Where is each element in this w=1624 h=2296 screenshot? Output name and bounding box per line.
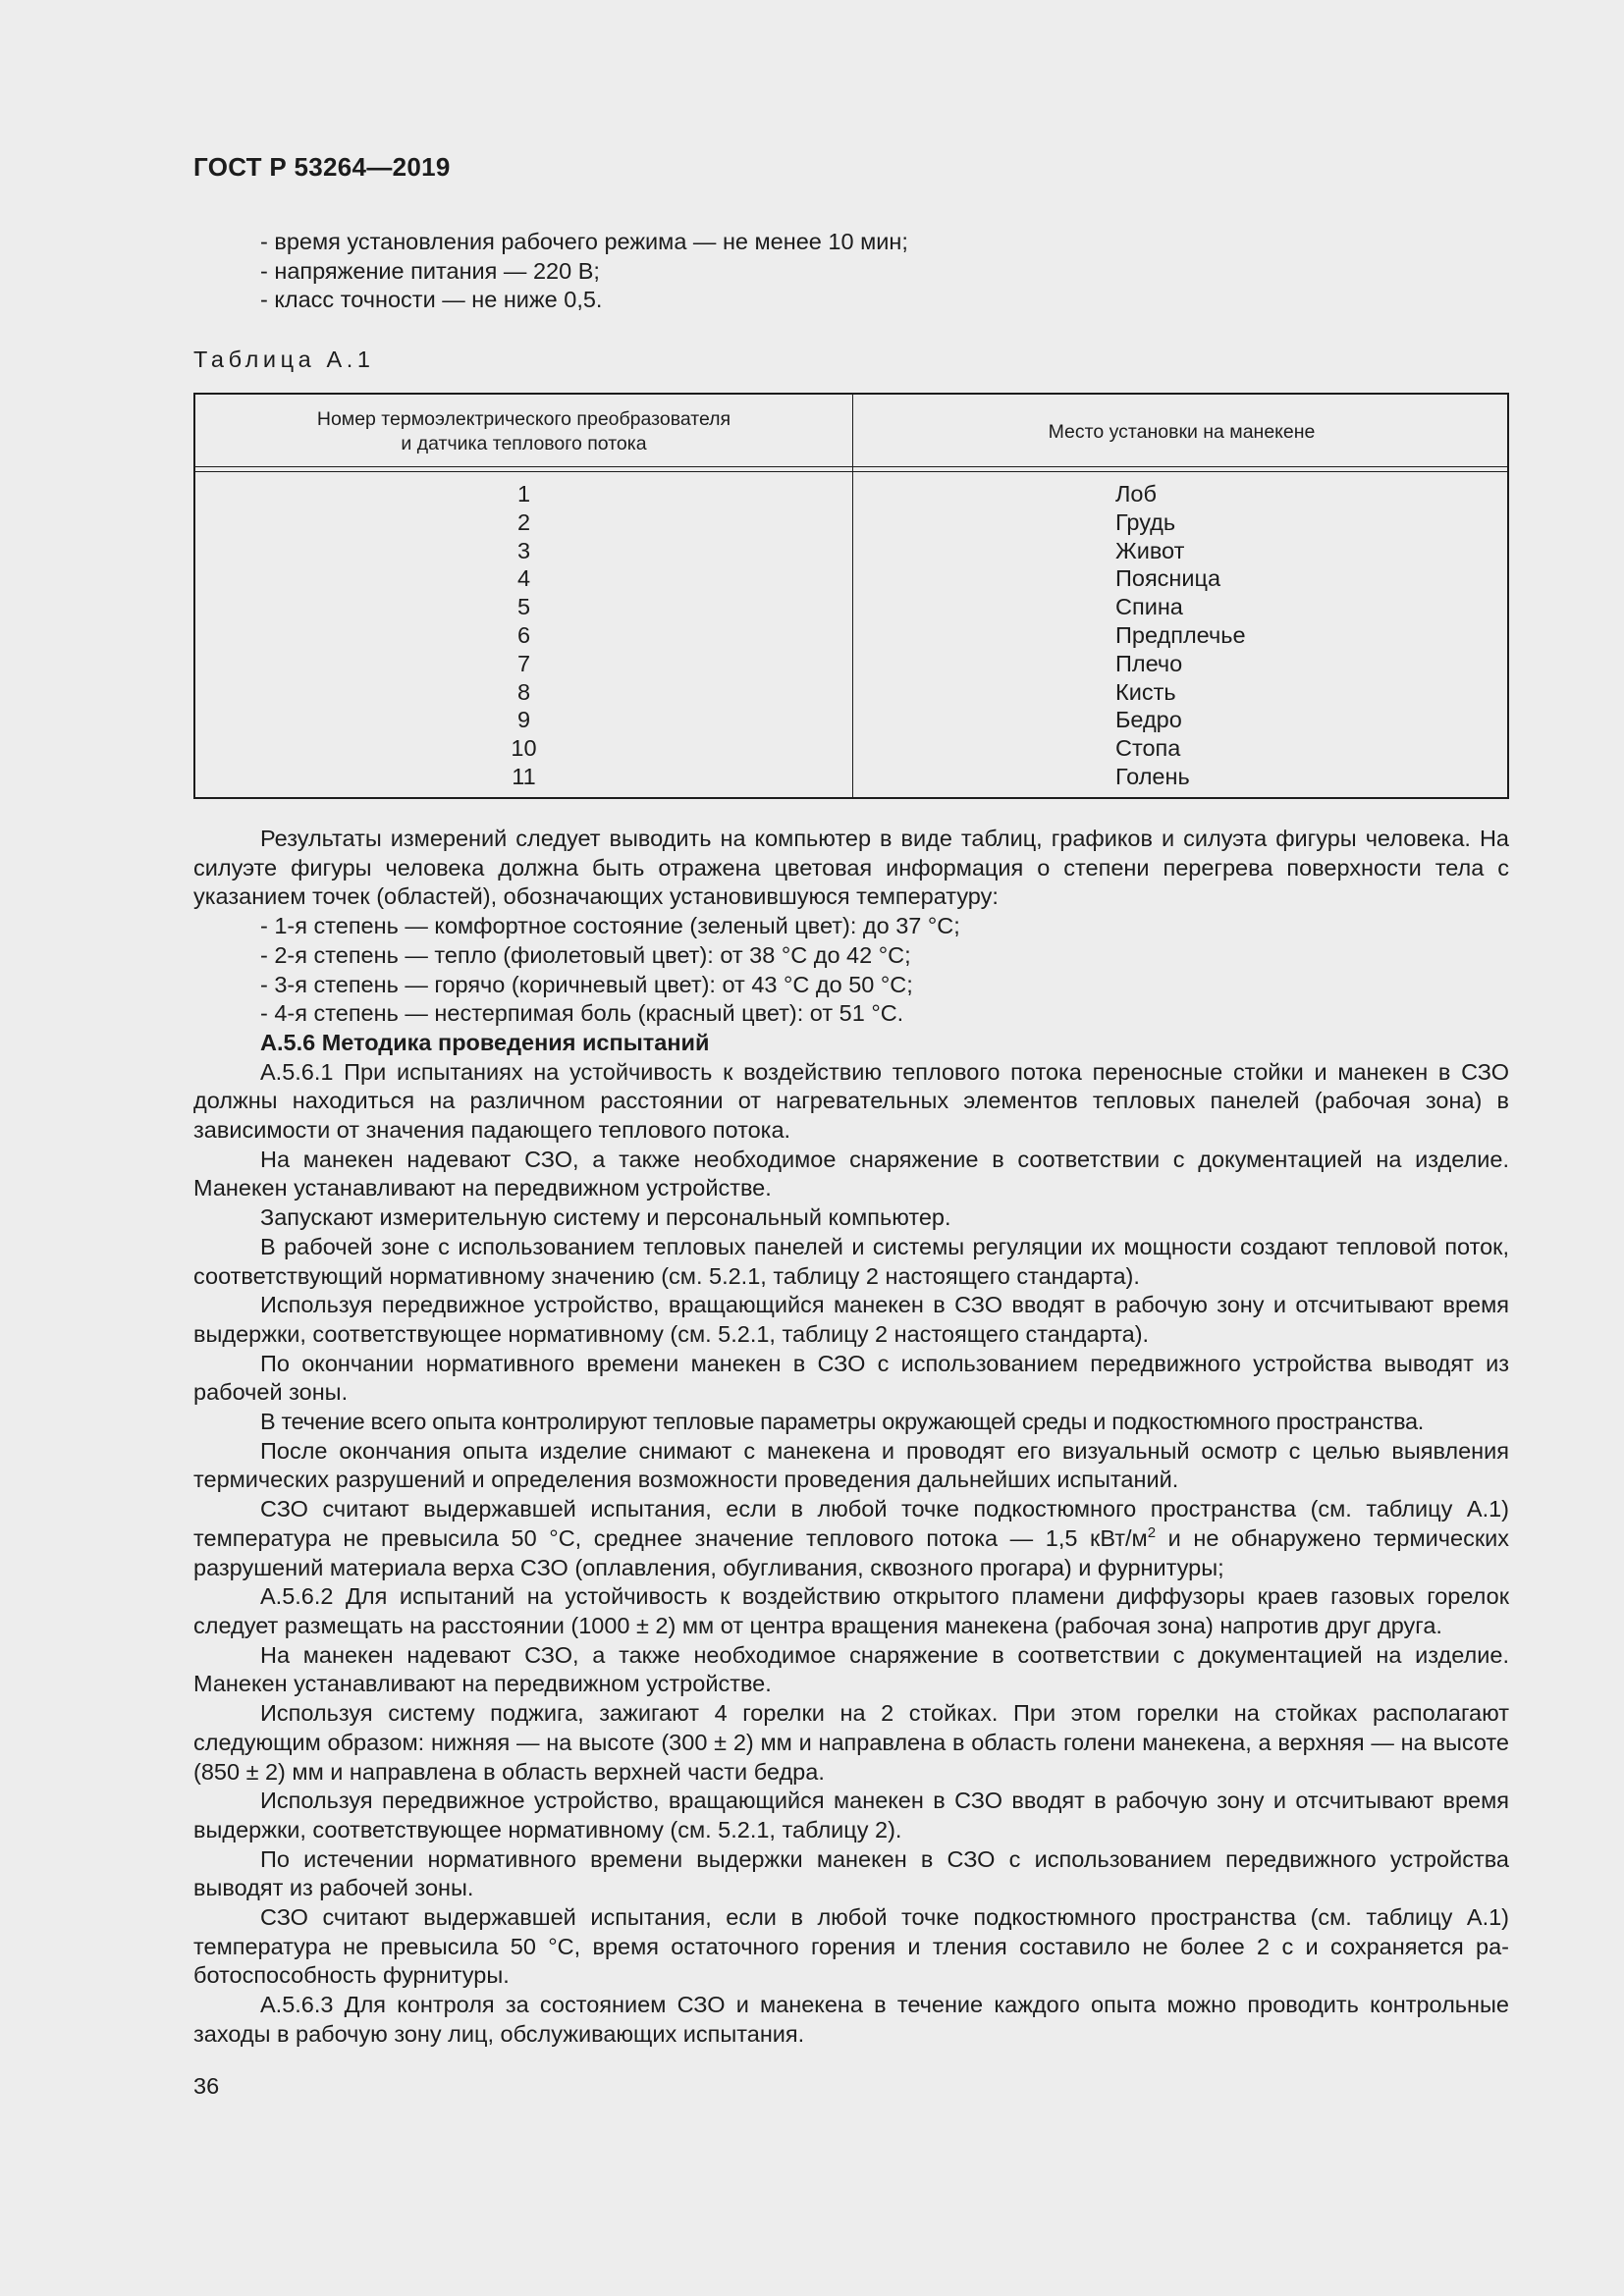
paragraph: В течение всего опыта контролируют тепловые параметры окружающей среды и подкостюмного пространства. — [260, 1409, 1424, 1435]
paragraph: Результаты измерений следует выводить на компьютер в виде таблиц, графиков и силуэта фигуры человека. На силуэте фигуры человека должна быть отражена цветовая информация о степени перегрева поверхности тела с указанием точек (областей), обозначающих установившуюся температуру: — [193, 826, 1509, 910]
paragraph: Используя передвижное устройство, вращающийся манекен в СЗО вводят в рабочую зону и отсчитывают время выдержки, соответствующее нормативному (см. 5.2.1, таблицу 2 настоящего стандарта). — [193, 1292, 1509, 1347]
table-cell: 6 — [516, 621, 531, 648]
table-cell: 3 — [516, 537, 531, 563]
table-cell: 8 — [516, 678, 531, 705]
column-header-location: Место установки на манекене — [1048, 421, 1316, 443]
list-item: - время установления рабочего режима — не менее 10 мин; — [260, 229, 908, 254]
paragraph: По истечении нормативного времени выдержки манекен в СЗО с использованием передвижного устройства выводят из рабочей зоны. — [193, 1845, 1509, 1901]
table-cell: Грудь — [1115, 508, 1176, 535]
paragraph: Используя передвижное устройство, вращающийся манекен в СЗО вводят в рабочую зону и отсчитывают время выдержки, соответствующее нормативному (см. 5.2.1, таблицу 2). — [193, 1788, 1509, 1842]
table-cell: 5 — [516, 594, 531, 620]
paragraph: Используя систему поджига, зажигают 4 горелки на 2 стойках. При этом горелки на стойках располагают следующим образом: нижняя — на высоте (300 ± 2) мм и направлена в область голени манекена, а верхняя — на высоте (850 ± 2) мм и направлена в область верхней части бедра. — [193, 1700, 1509, 1785]
document-header: ГОСТ Р 53264—2019 — [193, 152, 451, 182]
table-cell: Лоб — [1115, 481, 1157, 507]
table-cell: Живот — [1115, 537, 1185, 563]
table-divider — [852, 395, 853, 797]
table-caption: Таблица А.1 — [193, 347, 375, 372]
paragraph: После окончания опыта изделие снимают с манекена и проводят его визуальный осмотр с целью выявления термических разрушений и определения возможности проведения дальнейших испытаний. — [193, 1437, 1509, 1493]
page-number: 36 — [193, 2073, 220, 2099]
table-cell: Плечо — [1115, 650, 1183, 676]
table-cell: 11 — [512, 763, 536, 789]
document-body — [193, 825, 1509, 2050]
section-heading: А.5.6 Методика проведения испытаний — [260, 1029, 710, 1055]
paragraph: А.5.6.2 Для испытаний на устойчивость к воздействию открытого пламени диффузоры краев газовых горелок следует размещать на расстоянии (1000 ± 2) мм от центра вращения манекена (рабочая зона) напротив друг друга. — [193, 1583, 1509, 1638]
paragraph: На манекен надевают СЗО, а также необходимое снаряжение в соответствии с документацией на изделие. Манекен устанавливают на передвижном устройстве. — [193, 1146, 1509, 1201]
table-cell: Кисть — [1115, 678, 1176, 705]
list-item: - 1-я степень — комфортное состояние (зеленый цвет): до 37 °С; — [260, 913, 960, 939]
paragraph: А.5.6.3 Для контроля за состоянием СЗО и манекена в течение каждого опыта можно проводить контрольные заходы в рабочую зону лиц, обслуживающих испытания. — [193, 1992, 1509, 2047]
column-sensor-numbers — [195, 480, 852, 791]
paragraph: На манекен надевают СЗО, а также необходимое снаряжение в соответствии с документацией на изделие. Манекен устанавливают на передвижном устройстве. — [193, 1641, 1509, 1697]
list-item: - напряжение питания — 220 В; — [260, 257, 600, 284]
sensor-table — [193, 393, 1509, 799]
column-header-sensor-number: Номер термоэлектрического преобразователя и датчика теплового потока — [316, 408, 731, 454]
table-cell: Поясница — [1115, 565, 1221, 592]
table-cell: Голень — [1115, 763, 1190, 789]
table-divider — [195, 471, 1507, 472]
paragraph: А.5.6.1 При испытаниях на устойчивость к воздействию теплового потока переносные стойки и манекен в СЗО должны находиться на различном расстоянии от нагревательных элементов тепловых панелей (рабочая зона) в зависимости от значения падающего теплового потока. — [193, 1058, 1509, 1144]
paragraph: По окончании нормативного времени манекен в СЗО с использованием передвижного устройства выводят из рабочей зоны. — [193, 1350, 1509, 1406]
paragraph: СЗО считают выдержавшей испытания, если в любой точке подкостюмного пространства (см. таблицу А.1) температура не превысила 50 °С, среднее значение теплового потока — 1,5 кВт/$м^2$ и не обнаружено термических разрушений материала верха СЗО (оплавления, обугливания, сквозного прогара) и фурнитуры; — [193, 1496, 1509, 1580]
table-cell: 1 — [516, 481, 531, 507]
table-cell: 4 — [516, 565, 531, 592]
paragraph: Запускают измерительную систему и персональный компьютер. — [260, 1204, 951, 1231]
table-cell: Бедро — [1115, 707, 1182, 733]
column-locations — [1115, 480, 1246, 791]
list-item: - 2-я степень — тепло (фиолетовый цвет): от 38 °С до 42 °С; — [260, 941, 911, 968]
paragraph: СЗО считают выдержавшей испытания, если в любой точке подкостюмного пространства (см. таблицу А.1) температура не превысила 50 °С, время остаточного горения и тления составило не более 2 с и сохраняется работоспособность фурнитуры. — [193, 1904, 1509, 1989]
table-cell: Спина — [1115, 594, 1183, 620]
list-item: - 4-я степень — нестерпимая боль (красный цвет): от 51 °С. — [260, 1000, 904, 1027]
table-cell: Предплечье — [1115, 621, 1246, 648]
table-cell: 9 — [516, 707, 531, 733]
table-cell: 7 — [516, 650, 531, 676]
table-cell: Стопа — [1115, 735, 1181, 762]
paragraph: В рабочей зоне с использованием тепловых панелей и системы регуляции их мощности создают тепловой поток, соответствующий нормативному значению (см. 5.2.1, таблицу 2 настоящего стандарта). — [193, 1233, 1509, 1289]
table-divider — [195, 466, 1507, 467]
requirements-list — [260, 228, 908, 315]
list-item: - 3-я степень — горячо (коричневый цвет): от 43 °С до 50 °С; — [260, 971, 913, 997]
table-cell: 2 — [516, 508, 531, 535]
table-cell: 10 — [511, 735, 537, 762]
list-item: - класс точности — не ниже 0,5. — [260, 287, 603, 312]
